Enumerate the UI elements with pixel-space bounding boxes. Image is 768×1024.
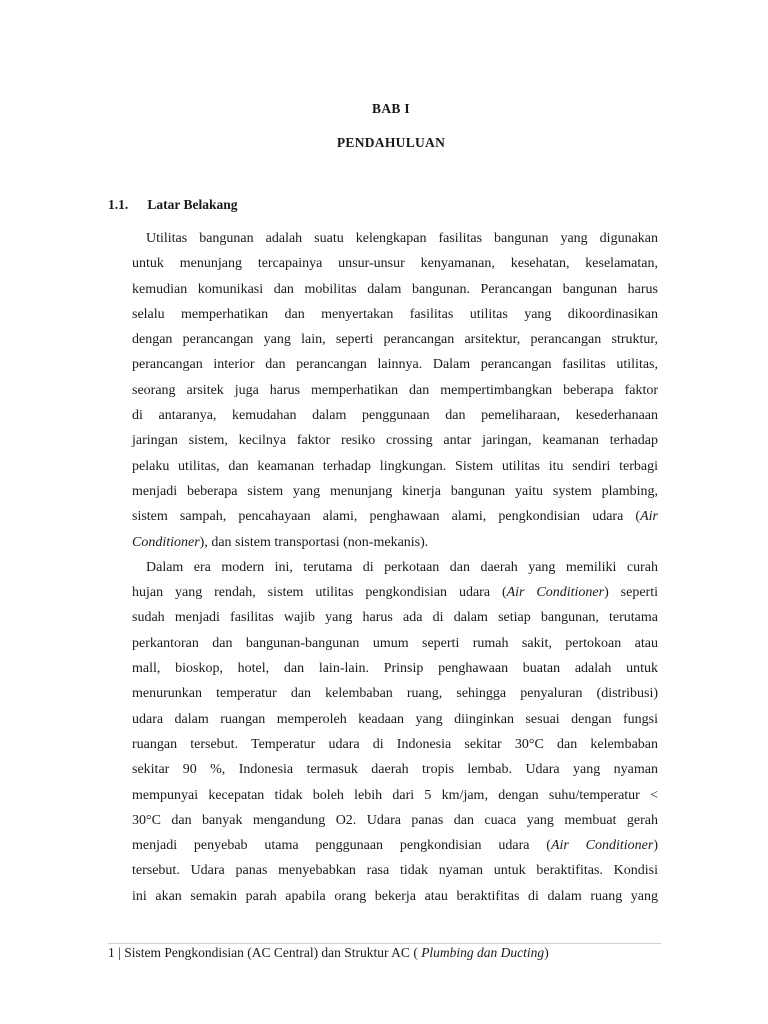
paragraph-2-line: perkantoran dan bangunan-bangunan umum seperti rumah sakit, pertokoan atau (132, 635, 658, 651)
footer-text: Sistem Pengkondisian (AC Central) dan Struktur AC ( (124, 945, 418, 960)
body-text (132, 226, 658, 909)
chapter-label: BAB I (372, 101, 410, 116)
paragraph-2-line: udara dalam ruangan memperoleh keadaan yang diinginkan sesuai dengan fungsi (132, 711, 658, 727)
paragraph-2-line: hujan yang rendah, sistem utilitas pengkondisian udara (Air Conditioner) seperti (132, 585, 658, 601)
paragraph-1-line: menjadi beberapa sistem yang menunjang kinerja bangunan yaitu system plambing, (132, 483, 658, 499)
paragraph-2-line: sekitar 90 %, Indonesia termasuk daerah tropis lembab. Udara yang nyaman (132, 762, 658, 778)
footer-divider (108, 943, 661, 944)
chapter-title: PENDAHULUAN (336, 135, 446, 150)
paragraph-2-line: sudah menjadi fasilitas wajib yang harus ada di dalam setiap bangunan, terutama (132, 610, 658, 626)
paragraph-1-line: kemudian komunikasi dan mobilitas dalam bangunan. Perancangan bangunan harus (132, 281, 658, 297)
paragraph-1-line: jaringan sistem, kecilnya faktor resiko crossing antar jaringan, keamanan terhadap (132, 433, 658, 449)
paragraph-2-line: 30°C dan banyak mengandung O2. Udara panas dan cuaca yang membuat gerah (132, 812, 658, 828)
page-footer (108, 945, 549, 961)
paragraph-1-line: di antaranya, kemudahan dalam penggunaan dan pemeliharaan, kesederhanaan (132, 408, 658, 424)
footer-italic-text: Plumbing dan Ducting (421, 945, 545, 960)
paragraph-1-line: untuk menunjang tercapainya unsur-unsur kenyamanan, kesehatan, keselamatan, (132, 256, 658, 272)
footer-separator: | (118, 945, 121, 960)
paragraph-2-line: tersebut. Udara panas menyebabkan rasa tidak nyaman untuk beraktifitas. Kondisi (132, 863, 658, 879)
paragraph-1-line: pelaku utilitas, dan keamanan terhadap lingkungan. Sistem utilitas itu sendiri terbagi (132, 458, 658, 474)
paragraph-2-line: mall, bioskop, hotel, dan lain-lain. Prinsip penghawaan buatan adalah untuk (132, 661, 658, 677)
paragraph-2-line: ini akan semakin parah apabila orang bekerja atau beraktifitas di dalam ruang yang (132, 888, 658, 904)
paragraph-1-line: selalu memperhatikan dan menyertakan fasilitas utilitas yang dikoordinasikan (132, 306, 658, 322)
paragraph-2-line: menjadi penyebab utama penggunaan pengkondisian udara (Air Conditioner) (132, 838, 658, 854)
paragraph-1-line: perancangan interior dan perancangan lainnya. Dalam perancangan fasilitas utilitas, (132, 357, 658, 373)
paragraph-2-line: Dalam era modern ini, terutama di perkotaan dan daerah yang memiliki curah (146, 559, 658, 575)
paragraph-1-line: sistem sampah, pencahayaan alami, penghawaan alami, pengkondisian udara (Air (132, 509, 658, 525)
paragraph-2-line: mempunyai kecepatan tidak boleh lebih dari 5 km/jam, dengan suhu/temperatur < (132, 787, 658, 803)
section-heading (108, 197, 238, 213)
footer-closing: ) (544, 945, 549, 960)
footer-page-number: 1 (108, 945, 115, 960)
paragraph-1-line: Conditioner), dan sistem transportasi (non-mekanis). (132, 534, 429, 550)
paragraph-1-line: seorang arsitek juga harus memperhatikan dan mempertimbangkan beberapa faktor (132, 382, 658, 398)
paragraph-2-line: ruangan tersebut. Temperatur udara di Indonesia sekitar 30°C dan kelembaban (132, 736, 658, 752)
paragraph-2-line: menurunkan temperatur dan kelembaban ruang, sehingga penyaluran (distribusi) (132, 686, 658, 702)
section-title: Latar Belakang (147, 197, 238, 212)
paragraph-1-line: Utilitas bangunan adalah suatu kelengkapan fasilitas bangunan yang digunakan (146, 231, 658, 246)
paragraph-1-line: dengan perancangan yang lain, seperti perancangan arsitektur, perancangan struktur, (132, 332, 658, 348)
section-number: 1.1. (108, 197, 129, 212)
